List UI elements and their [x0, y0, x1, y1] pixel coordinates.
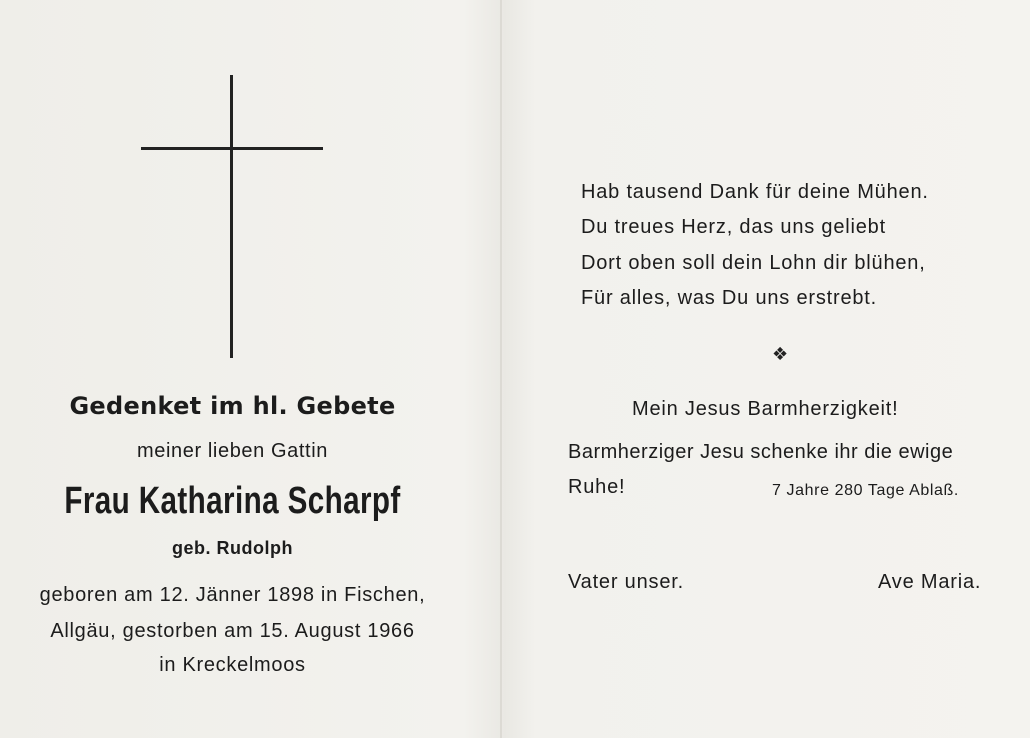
deceased-name: Frau Katharina Scharpf — [64, 480, 401, 522]
cross-vertical-bar — [230, 75, 233, 358]
cross-horizontal-bar — [141, 147, 323, 150]
life-line-1: geboren am 12. Jänner 1898 in Fischen, — [39, 584, 426, 606]
maiden-name: geb. Rudolph — [172, 538, 293, 558]
memorial-heading: Gedenket im hl. Gebete — [69, 392, 396, 420]
poem-line-3: Dort oben soll dein Lohn dir blühen, — [581, 252, 926, 274]
closing-prayer-right: Ave Maria. — [878, 571, 982, 593]
prayer-line-2: Ruhe! — [568, 476, 626, 498]
indulgence-note: 7 Jahre 280 Tage Ablaß. — [772, 482, 959, 499]
invocation: Mein Jesus Barmherzigkeit! — [632, 398, 899, 420]
closing-prayer-left: Vater unser. — [568, 571, 684, 593]
memorial-subheading: meiner lieben Gattin — [137, 440, 328, 462]
life-line-2: Allgäu, gestorben am 15. August 1966 — [50, 620, 415, 642]
poem-line-4: Für alles, was Du uns erstrebt. — [581, 287, 878, 309]
card-fold-line — [500, 0, 502, 738]
ornament-icon: ❖ — [772, 344, 789, 364]
life-line-3: in Kreckelmoos — [159, 654, 306, 676]
prayer-line-1: Barmherziger Jesu schenke ihr die ewige — [568, 441, 954, 463]
poem-line-2: Du treues Herz, das uns geliebt — [581, 216, 886, 238]
poem-line-1: Hab tausend Dank für deine Mühen. — [581, 181, 929, 203]
